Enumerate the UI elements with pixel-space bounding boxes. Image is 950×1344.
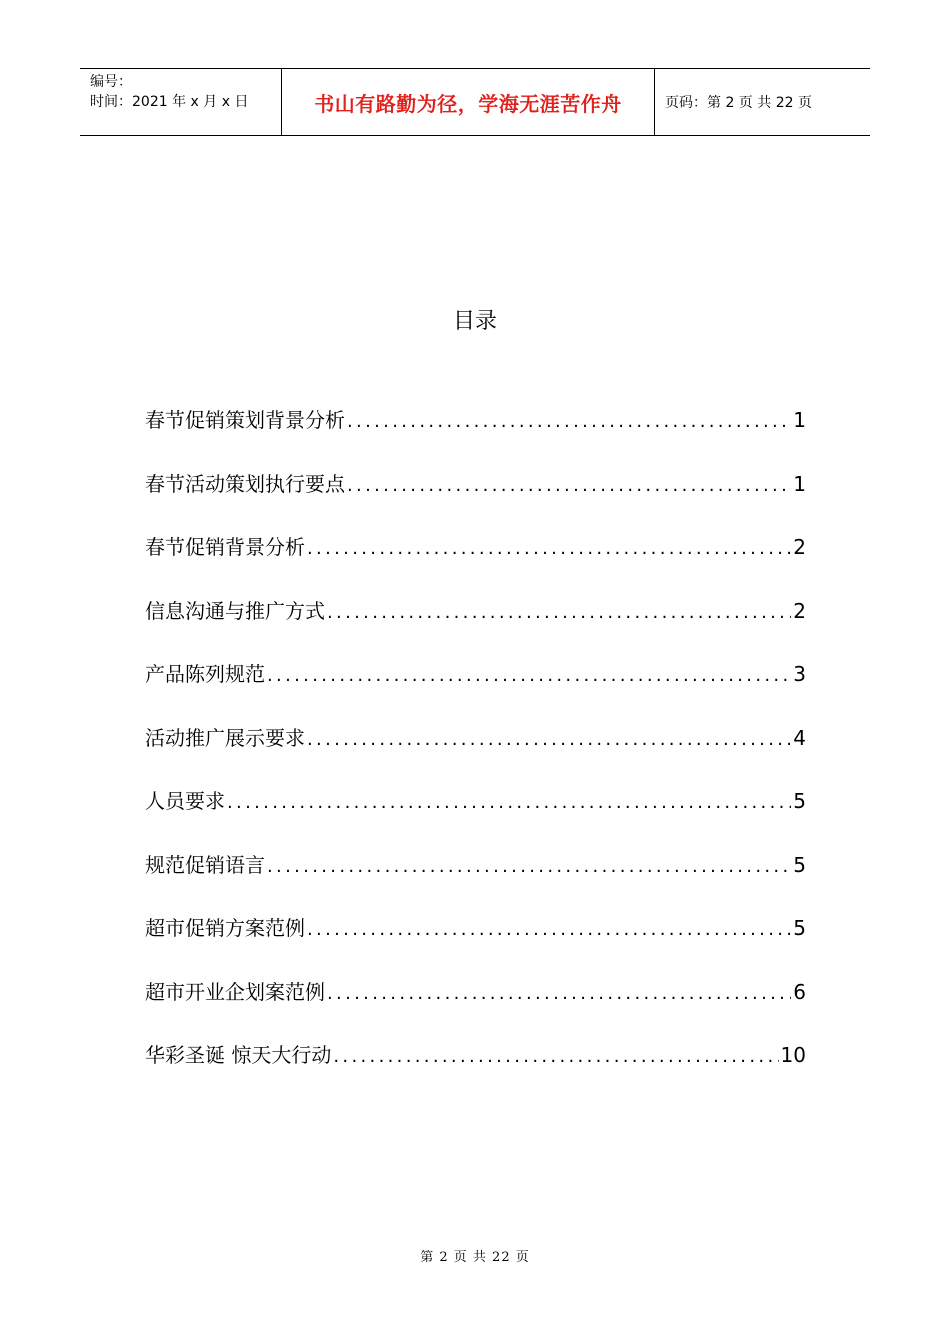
toc-entry-text: 华彩圣诞 惊天大行动 — [145, 1043, 332, 1067]
toc-leader-dots — [327, 978, 791, 1010]
toc-entry-page: 2 — [793, 598, 806, 623]
toc-leader-dots — [347, 406, 791, 438]
toc-leader-dots — [307, 533, 791, 565]
toc-leader-dots — [333, 1041, 778, 1073]
toc-entry[interactable] — [145, 468, 806, 532]
toc-title: 目录 — [452, 309, 497, 334]
toc-entry[interactable] — [145, 785, 806, 849]
header-page-label: 页码：第 2 页 共 22 页 — [665, 95, 812, 111]
toc-entry[interactable] — [145, 849, 806, 913]
toc-entry-page: 1 — [793, 471, 806, 496]
toc-entry-text: 春节活动策划执行要点 — [145, 471, 345, 496]
toc-entry[interactable] — [145, 404, 806, 468]
toc-entry-page: 5 — [793, 852, 806, 877]
toc-list — [145, 404, 806, 1103]
toc-entry-page: 2 — [793, 535, 806, 559]
toc-leader-dots — [327, 597, 791, 629]
toc-entry-page: 1 — [793, 408, 806, 432]
toc-entry-page: 5 — [793, 789, 806, 813]
toc-leader-dots — [267, 660, 791, 692]
toc-entry-page: 10 — [780, 1043, 806, 1067]
toc-entry-text: 春节促销背景分析 — [145, 535, 305, 559]
toc-entry-text: 超市开业企划案范例 — [145, 979, 325, 1004]
toc-leader-dots — [267, 851, 791, 883]
toc-leader-dots — [307, 724, 791, 756]
toc-entry[interactable] — [145, 531, 806, 595]
toc-entry-text: 信息沟通与推广方式 — [145, 598, 325, 623]
toc-entry[interactable] — [145, 1039, 806, 1103]
toc-entry-text: 产品陈列规范 — [145, 662, 265, 686]
header-date-label: 时间：2021 年 x 月 x 日 — [90, 94, 249, 110]
toc-entry-text: 春节促销策划背景分析 — [145, 408, 345, 432]
toc-entry-text: 超市促销方案范例 — [145, 916, 305, 940]
toc-entry-text: 活动推广展示要求 — [145, 725, 305, 750]
toc-entry[interactable] — [145, 976, 806, 1040]
toc-entry-page: 4 — [793, 725, 806, 750]
toc-entry-page: 5 — [793, 916, 806, 940]
toc-leader-dots — [347, 470, 791, 502]
toc-entry[interactable] — [145, 595, 806, 659]
header-motto: 书山有路勤为径，学海无涯苦作舟 — [281, 69, 655, 135]
toc-entry-text: 规范促销语言 — [145, 852, 265, 877]
toc-entry-page: 6 — [793, 979, 806, 1004]
toc-leader-dots — [227, 787, 791, 819]
page-footer: 第 2 页 共 22 页 — [420, 1250, 530, 1265]
toc-leader-dots — [307, 914, 791, 946]
header-meta — [80, 69, 281, 135]
page-header — [80, 68, 870, 136]
toc-entry[interactable] — [145, 912, 806, 976]
toc-entry-page: 3 — [793, 662, 806, 686]
toc-entry[interactable] — [145, 658, 806, 722]
toc-entry-text: 人员要求 — [145, 789, 225, 813]
header-number-label: 编号： — [90, 74, 132, 90]
toc-entry[interactable] — [145, 722, 806, 786]
